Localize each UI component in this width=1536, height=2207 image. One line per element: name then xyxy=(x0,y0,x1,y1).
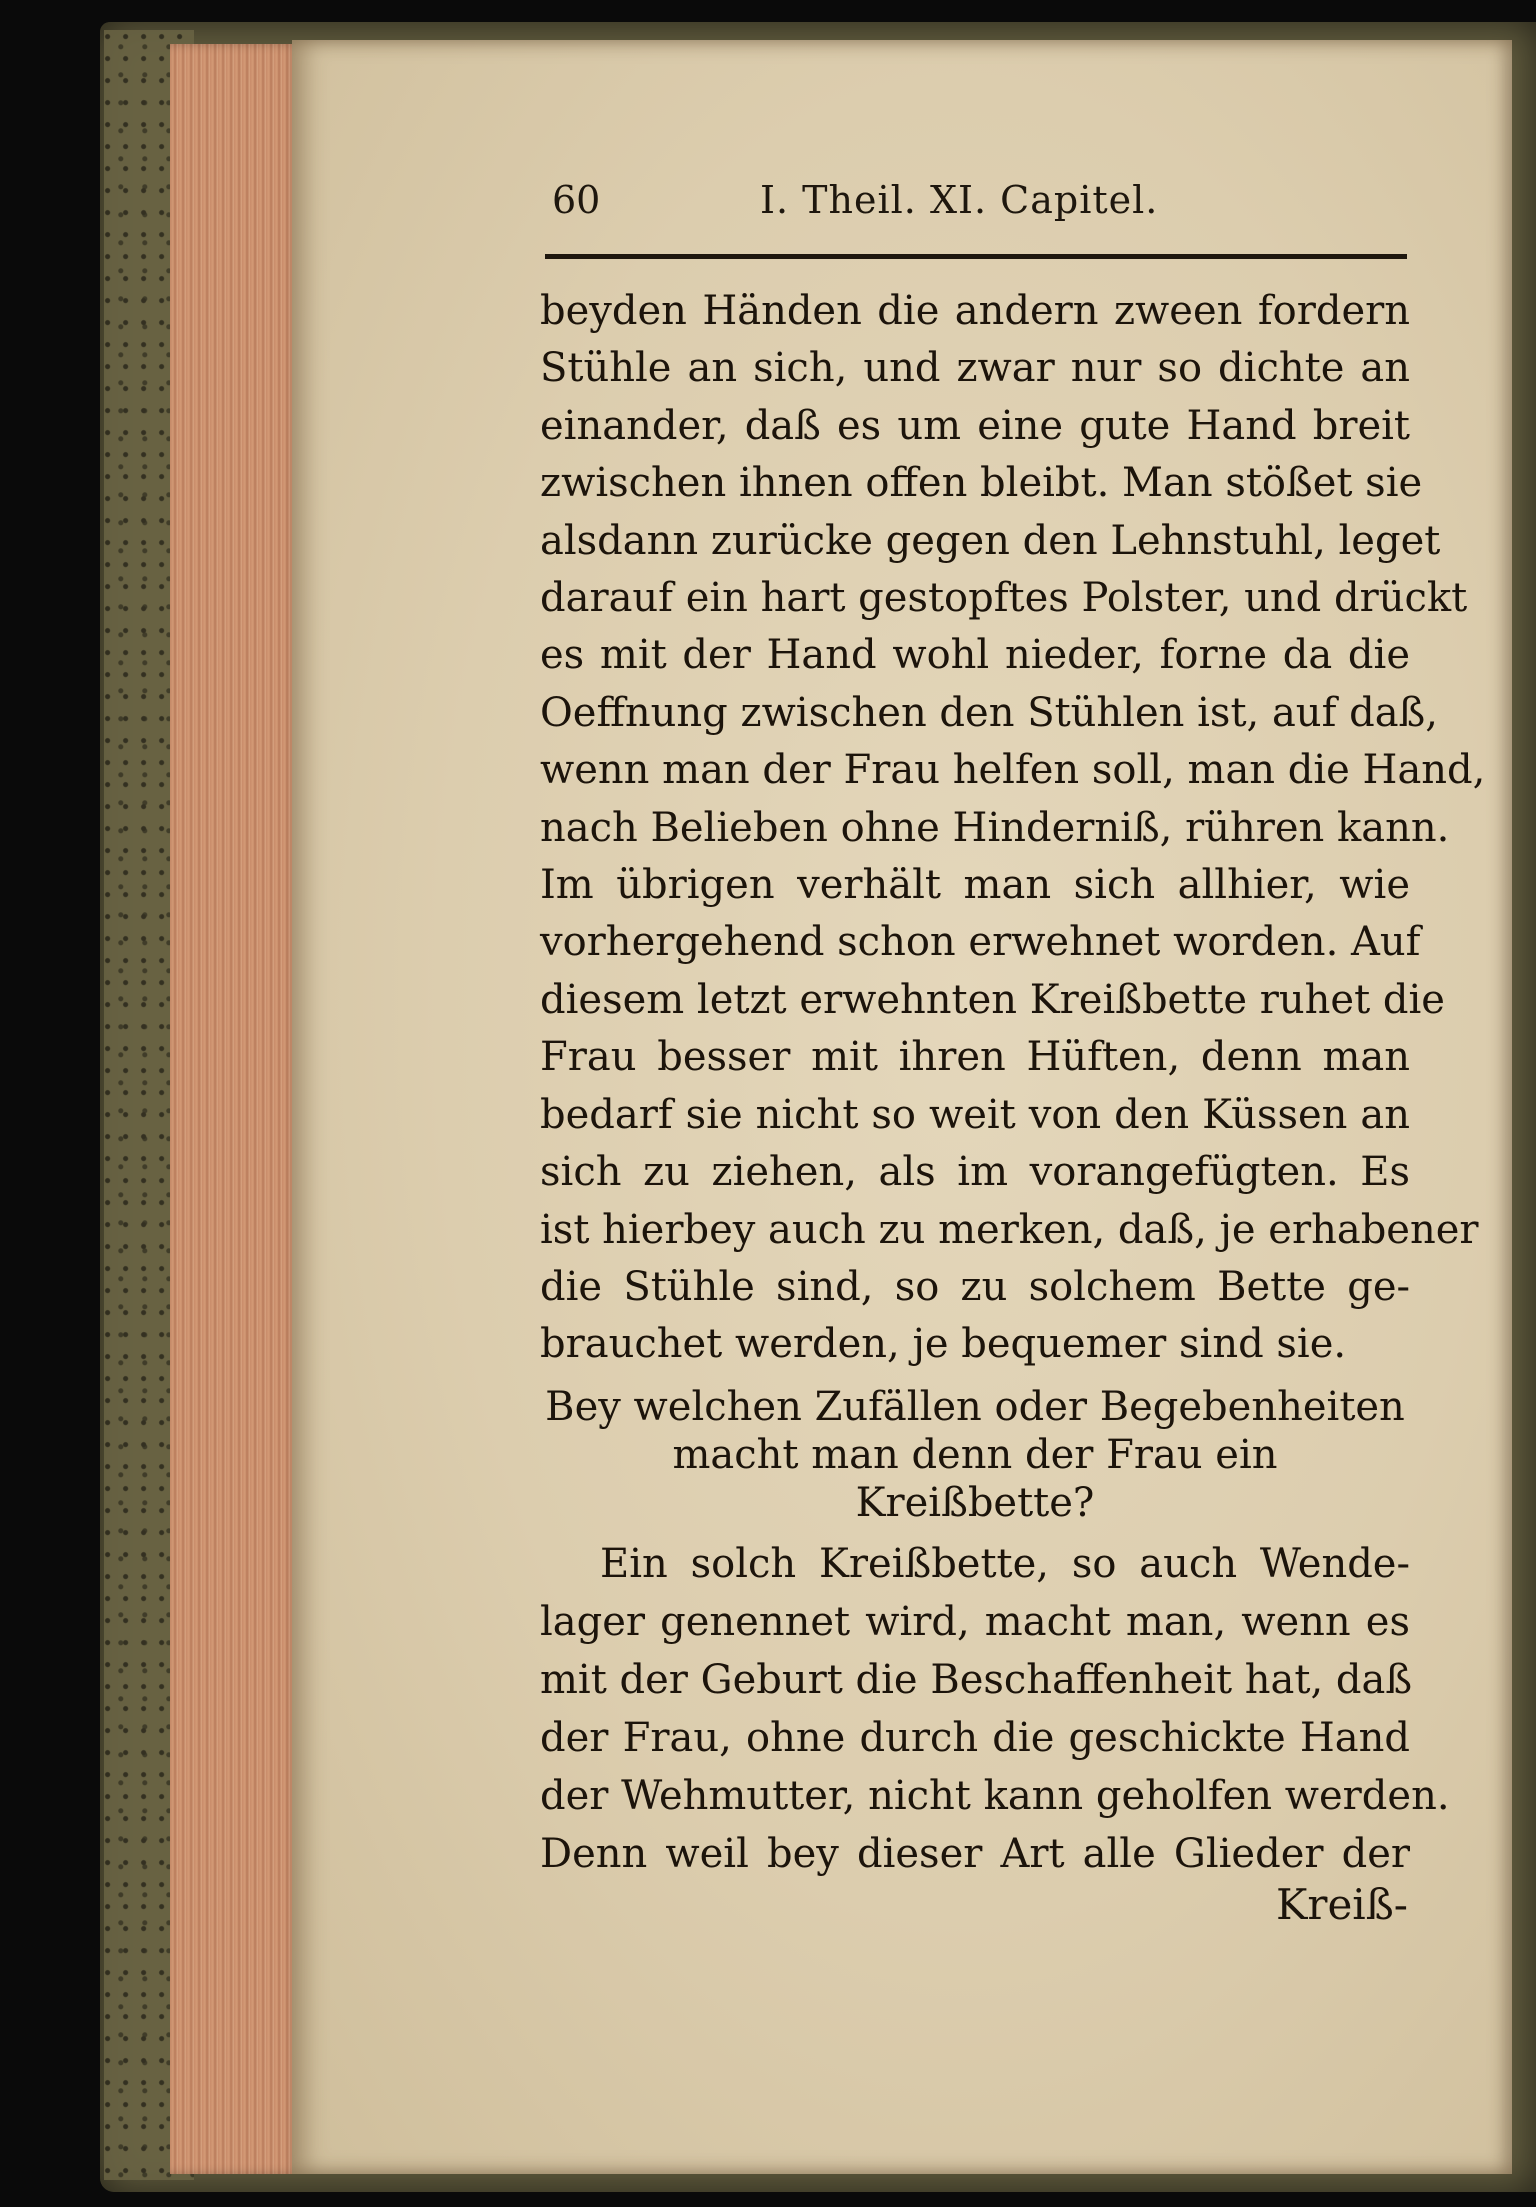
text-line: nach Belieben ohne Hinderniß, rühren kann. xyxy=(540,804,1450,851)
text-line: beyden Händen die andern zween fordern xyxy=(540,288,1410,334)
body-paragraph xyxy=(540,283,1486,1374)
text-line: vorhergehend schon erwehnet worden. Auf xyxy=(540,919,1421,966)
catchword: Kreiß- xyxy=(1276,1880,1408,1929)
page-edges xyxy=(170,44,300,2174)
text-line: Stühle an sich, und zwar nur so dichte an xyxy=(540,345,1410,392)
text-line: alsdann zurücke gegen den Lehnstuhl, leget xyxy=(540,517,1441,564)
question-line: Kreißbette? xyxy=(855,1480,1095,1526)
text-line: lager genennet wird, macht man, wenn es xyxy=(540,1599,1410,1645)
running-title: I. Theil. XI. Capitel. xyxy=(760,178,1159,222)
text-line: mit der Geburt die Beschaffenheit hat, daß xyxy=(540,1657,1413,1703)
page-number: 60 xyxy=(552,178,601,222)
text-line: Frau besser mit ihren Hüften, denn man xyxy=(540,1034,1410,1081)
text-line: bedarf sie nicht so weit von den Küssen an xyxy=(540,1091,1410,1138)
question-line: macht man denn der Frau ein xyxy=(672,1432,1278,1478)
text-line: der Wehmutter, nicht kann geholfen werden. xyxy=(540,1773,1450,1819)
text-line: sich zu ziehen, als im vorangefügten. Es xyxy=(540,1149,1410,1196)
text-line: es mit der Hand wohl nieder, forne da die xyxy=(540,632,1410,679)
text-line: Denn weil bey dieser Art alle Glieder der xyxy=(540,1831,1410,1877)
text-line: zwischen ihnen offen bleibt. Man stößet sie xyxy=(540,460,1423,507)
text-line: einander, daß es um eine gute Hand breit xyxy=(540,402,1410,449)
text-line: wenn man der Frau helfen soll, man die Hand, xyxy=(540,747,1486,794)
text-line: Ein solch Kreißbette, so auch Wende- xyxy=(600,1541,1410,1587)
text-line: diesem letzt erwehnten Kreißbette ruhet die xyxy=(540,976,1445,1023)
question-line: Bey welchen Zufällen oder Begebenheiten xyxy=(545,1384,1405,1430)
answer-paragraph xyxy=(540,1535,1450,1883)
text-line: darauf ein hart gestopftes Polster, und drückt xyxy=(540,575,1468,622)
page-header xyxy=(550,178,1410,238)
question-heading xyxy=(540,1383,1410,1527)
text-line: die Stühle sind, so zu solchem Bette ge- xyxy=(540,1263,1410,1310)
text-line: Im übrigen verhält man sich allhier, wie xyxy=(540,862,1410,909)
text-line: der Frau, ohne durch die geschickte Hand xyxy=(540,1715,1410,1761)
text-line: brauchet werden, je bequemer sind sie. xyxy=(540,1321,1347,1368)
text-line: Oeffnung zwischen den Stühlen ist, auf daß, xyxy=(540,689,1438,736)
header-rule xyxy=(545,254,1407,259)
text-line: ist hierbey auch zu merken, daß, je erhabener xyxy=(540,1206,1479,1253)
